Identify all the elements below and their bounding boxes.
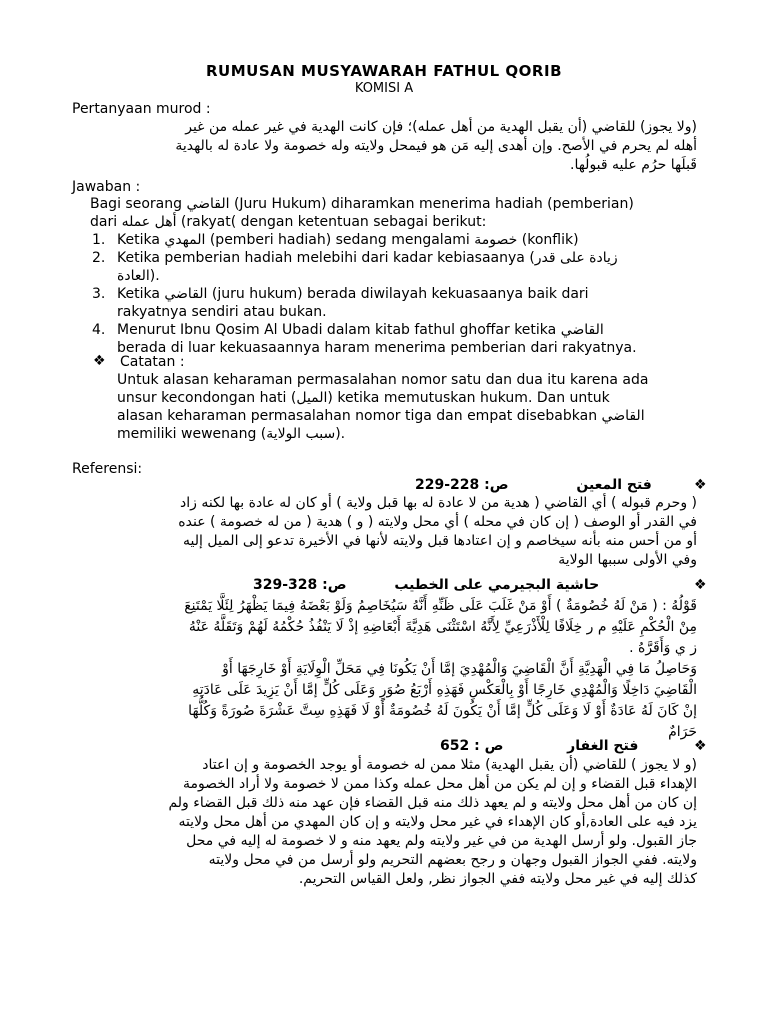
reference-line: الإهداء قبل القضاء و إن لم يكن من أهل محل عمله وكذا ممن لا خصومة ولا أراد الخصومة — [182, 776, 697, 792]
question-text — [72, 118, 697, 175]
list-item-line: العادة). — [117, 268, 160, 284]
reference-line: الْقَاضِيَ دَاخِلًا وَالْمُهْدِي خَارِجًا أَوْ بِالْعَكْسِ فَهَذِهِ أَرْبَعُ صُوَرٍ وَعَلَى كُلٍّ إمَّا أَنْ يَزِيدَ عَلَى عَادَتِهِ — [192, 682, 697, 698]
reference-heading — [440, 738, 638, 754]
list-item-number: 4. — [92, 322, 106, 338]
reference-line: وَحَاصِلُ مَا فِي الْهَدِيَّةِ أَنَّ الْقَاضِيَ وَالْمُهْدِيَ إمَّا أَنْ يَكُونَا فِي مَحَلِّ الْوِلَايَةِ أَوْ خَارِجَهَا أَوْ — [222, 661, 697, 677]
document-subtitle: KOMISI A — [354, 81, 414, 96]
reference-page: ص: 228-229 — [415, 477, 509, 493]
reference-line: جاز القبول. ولو أرسل الهدية من في غير ولايته ولم يعهد منه و لا خصومة له إليه في محل — [186, 833, 697, 849]
document-title: RUMUSAN MUSYAWARAH FATHUL QORIB — [206, 62, 562, 80]
reference-book: فتح المعين — [576, 477, 652, 493]
reference-line: كذلك إليه في غير محل ولايته ففي الجواز نظر, ولعل القياس التحريم. — [298, 871, 697, 887]
reference-text — [72, 756, 697, 889]
list-item-line: rakyatnya sendiri atau bukan. — [117, 304, 327, 320]
reference-line: في القدر أو الوصف ( إن كان في محله ) أي محل ولايته ( و ) هدية ( من له خصومة ) عنده — [178, 514, 697, 530]
reference-text — [72, 494, 697, 570]
reference-book: فتح الغفار — [567, 738, 639, 754]
answer-intro-line: dari أهل عمله (rakyat( dengan ketentuan sebagai berikut: — [90, 214, 487, 230]
list-item-line: berada di luar kekuasaannya haram menerima pemberian dari rakyatnya. — [117, 340, 637, 356]
diamond-bullet-icon: ❖ — [694, 477, 707, 493]
reference-line: حَرَامٌ — [668, 724, 697, 740]
note-line: alasan keharaman permasalahan nomor tiga dan empat disebabkan القاضي — [117, 408, 645, 424]
note-label: Catatan : — [120, 354, 185, 370]
reference-book: حاشية البجيرمي على الخطيب — [394, 577, 600, 593]
list-item — [117, 285, 697, 303]
list-item-line: Ketika pemberian hadiah melebihi dari kadar kebiasaanya (زيادة على قدر — [117, 250, 618, 266]
reference-page: ص : 652 — [440, 738, 504, 754]
list-item-number: 3. — [92, 286, 106, 302]
note-line: Untuk alasan keharaman permasalahan nomor satu dan dua itu karena ada — [117, 372, 649, 388]
list-item-number: 1. — [92, 232, 106, 248]
reference-line: إنْ كَانَ لَهُ عَادَةٌ أَوْ لَا وَعَلَى كُلٍّ إمَّا أَنْ يَكُونَ لَهُ خُصُومَةٌ أَوْ لَا فَهَذِهِ سِتَّ عَشْرَةَ صُورَةً وَكُلُّهَا — [188, 703, 697, 719]
reference-line: ز ي وَأَقَرَّهُ . — [629, 640, 697, 656]
reference-line: ولايته. ففي الجواز القبول وجهان و رجح بعضهم التحريم ولو أرسل من في محل ولايته — [208, 852, 697, 868]
answer-label: Jawaban : — [72, 179, 141, 195]
question-label: Pertanyaan murod : — [72, 101, 211, 117]
reference-line: قَوْلُهُ : ( مَنْ لَهُ خُصُومَةٌ ) أَوْ مَنْ غَلَبَ عَلَى ظَنِّهِ أَنَّهُ سَيُخَاصِمُ وَلَوْ بَعْضَهُ فِيمَا يَظْهَرُ لِئَلَّا يَمْتَنِعَ — [184, 598, 697, 614]
references-label: Referensi: — [72, 461, 143, 477]
reference-line: (و لا يجوز ) للقاضي (أن يقبل الهدية) مثلا ممن له خصومة أو يوجد الخصومة و إن اعتاد — [202, 757, 697, 773]
note-text — [117, 371, 697, 425]
list-item-line: Menurut Ibnu Qosim Al Ubadi dalam kitab fathul ghoffar ketika القاضي — [117, 322, 604, 338]
note-line: memiliki wewenang (سبب الولاية). — [117, 426, 346, 442]
reference-line: يزد فيه على العادة,أو كان الإهداء في غير محل ولايته و إن كان المهدي من أهل محل ولايته — [178, 814, 697, 830]
diamond-bullet-icon: ❖ — [694, 577, 707, 593]
list-item-number: 2. — [92, 250, 106, 266]
diamond-bullet-icon: ❖ — [694, 738, 707, 754]
reference-line: وفي الأولى سببها الولاية — [558, 552, 697, 568]
reference-line: ( وحرم قبوله ) أي القاضي ( هدية من لا عادة له بها قبل ولاية ) أو كان له عادة بها لكنه زاد — [180, 495, 697, 511]
answer-intro-line: Bagi seorang القاضي (Juru Hukum) diharamkan menerima hadiah (pemberian) — [90, 196, 634, 212]
reference-heading — [253, 577, 599, 593]
question-line: أهله لم يحرم في الأصح. وإن أهدى إليه مَن هو فيمحل ولايته وله خصومة ولا عادة له بالهدية — [175, 138, 697, 154]
reference-page: ص: 328-329 — [253, 577, 347, 593]
list-item-line: Ketika القاضي (juru hukum) berada diwilayah kekuasaanya baik dari — [117, 286, 589, 302]
reference-line: مِنْ الْحُكْمِ عَلَيْهِ م ر خِلَافًا لِلْأَذْرَعِيِّ لِأَنَّهُ اسْتَثْنَى هَدِيَّةَ أَبْعَاضِهِ إذْ لَا يَنْفُذُ حُكْمُهُ لَهُمْ وَتَقَلَّهُ عَنْهُ — [188, 619, 697, 635]
note-line: unsur kecondongan hati (الميل) ketika memutuskan hukum. Dan untuk — [117, 390, 610, 406]
reference-line: إن كان من أهل محل ولايته و لم يعهد ذلك منه قبل القضاء فإن عهد منه ذلك قبل القضاء ولم — [168, 795, 697, 811]
diamond-bullet-icon: ❖ — [93, 353, 106, 369]
reference-line: أو من أحس منه بأنه سيخاصم و إن اعتادها قبل ولايته لأنها في الأخيرة تدعو إلى الميل إليه — [183, 533, 697, 549]
answer-intro — [90, 195, 697, 213]
list-item — [117, 249, 697, 267]
reference-heading — [415, 477, 652, 493]
question-line: (ولا يجوز) للقاضي (أن يقبل الهدية من أهل عمله)؛ فإن كانت الهدية في غير عمله من غير — [185, 119, 697, 135]
list-item: Ketika المهدي (pemberi hadiah) sedang mengalami خصومة (konflik) — [117, 232, 579, 248]
reference-text — [72, 596, 697, 743]
question-line: قَبلَها حرُم عليه قبولُها. — [570, 157, 697, 173]
list-item — [117, 321, 697, 339]
